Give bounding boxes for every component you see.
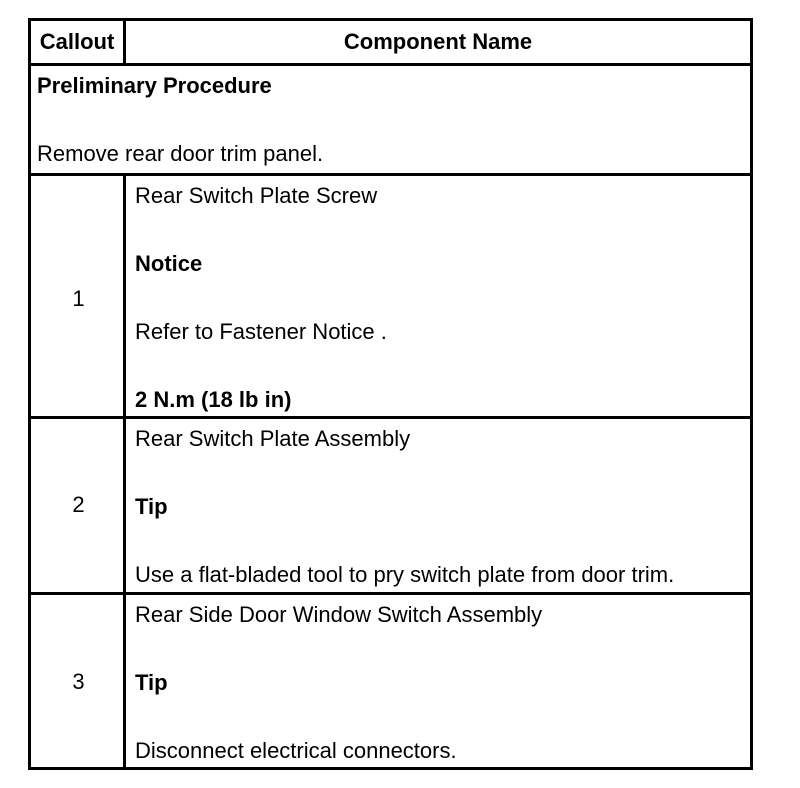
callout-cell [31, 595, 126, 770]
torque-spec: 2 N.m (18 lb in) [135, 387, 292, 412]
preliminary-row [31, 63, 750, 173]
tip-text: Disconnect electrical connectors. [135, 738, 457, 763]
callout-cell [31, 419, 126, 592]
tip-label: Tip [135, 670, 168, 695]
component-name: Rear Switch Plate Assembly [135, 426, 411, 451]
header-callout: Callout [39, 29, 115, 54]
tip-label: Tip [135, 494, 168, 519]
preliminary-title: Preliminary Procedure [37, 73, 272, 98]
callout-number: 3 [72, 669, 85, 694]
component-cell [126, 419, 750, 592]
preliminary-text: Remove rear door trim panel. [37, 141, 324, 166]
procedure-table [28, 18, 753, 770]
tip-text: Use a flat-bladed tool to pry switch plate from door trim. [135, 562, 675, 587]
component-name: Rear Side Door Window Switch Assembly [135, 602, 543, 627]
header-name-cell [126, 21, 750, 63]
table-row [31, 173, 750, 416]
component-cell [126, 176, 750, 416]
table-row [31, 592, 750, 770]
callout-cell [31, 176, 126, 416]
notice-label: Notice [135, 251, 203, 276]
component-name: Rear Switch Plate Screw [135, 183, 378, 208]
notice-text: Refer to Fastener Notice . [135, 319, 387, 344]
header-row [31, 21, 750, 63]
component-cell [126, 595, 750, 770]
callout-number: 1 [72, 286, 85, 311]
callout-number: 2 [72, 492, 85, 517]
table-row [31, 416, 750, 592]
header-callout-cell [31, 21, 126, 63]
header-component-name: Component Name [343, 29, 533, 54]
